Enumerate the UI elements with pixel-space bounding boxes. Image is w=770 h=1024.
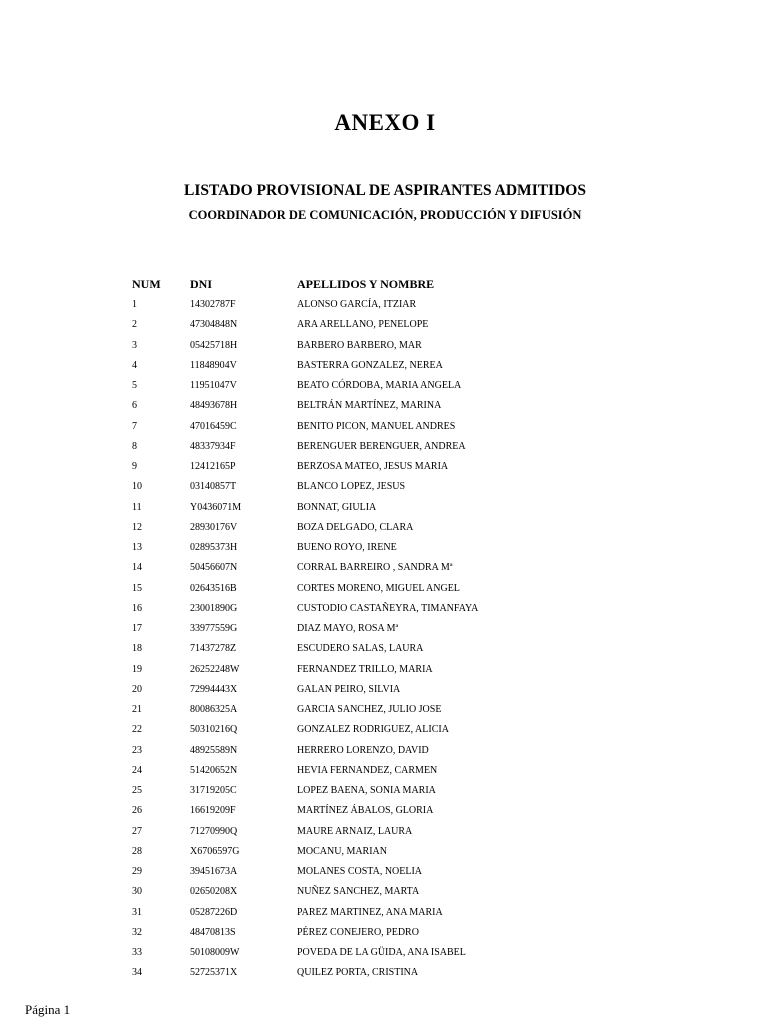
cell-dni: 48925589N [190, 744, 238, 756]
cell-dni: 50310216Q [190, 724, 238, 736]
cell-name: HERRERO LORENZO, DAVID [297, 744, 429, 756]
cell-dni: 39451673A [190, 866, 238, 877]
cell-name: BEATO CÓRDOBA, MARIA ANGELA [297, 380, 462, 391]
cell-num: 13 [132, 542, 142, 553]
cell-name: MOLANES COSTA, NOELIA [297, 866, 423, 877]
cell-name: BARBERO BARBERO, MAR [297, 339, 422, 351]
table-row [0, 885, 770, 905]
cell-name: NUÑEZ SANCHEZ, MARTA [297, 886, 420, 898]
cell-name: BERENGUER BERENGUER, ANDREA [297, 440, 466, 452]
table-row [0, 521, 770, 541]
cell-num: 15 [132, 582, 142, 594]
table-row [0, 663, 770, 683]
cell-name: POVEDA DE LA GÜIDA, ANA ISABEL [297, 947, 466, 958]
cell-dni: 33977559G [190, 623, 238, 634]
cell-name: BONNAT, GIULIA [297, 501, 377, 513]
table-row [0, 622, 770, 642]
cell-num: 20 [132, 683, 142, 695]
cell-dni: 28930176V [190, 521, 238, 533]
cell-num: 33 [132, 947, 142, 958]
cell-name: DIAZ MAYO, ROSA Mª [297, 623, 399, 634]
cell-dni: 11951047V [190, 380, 237, 391]
cell-num: 27 [132, 825, 142, 837]
table-row [0, 501, 770, 521]
table-row [0, 723, 770, 743]
cell-name: CORTES MORENO, MIGUEL ANGEL [297, 582, 460, 594]
cell-dni: 72994443X [190, 683, 238, 695]
table-row [0, 642, 770, 662]
table-row [0, 480, 770, 500]
cell-name: CORRAL BARREIRO , SANDRA Mª [297, 562, 453, 574]
cell-num: 29 [132, 866, 142, 877]
cell-dni: 31719205C [190, 785, 237, 796]
table-row [0, 683, 770, 703]
cell-num: 17 [132, 623, 142, 634]
cell-name: BUENO ROYO, IRENE [297, 542, 397, 553]
table-row [0, 804, 770, 824]
cell-dni: X6706597G [190, 845, 240, 857]
table-row [0, 359, 770, 379]
header-dni: DNI [190, 277, 213, 291]
table-row [0, 440, 770, 460]
cell-num: 9 [132, 461, 137, 472]
cell-name: MARTÍNEZ ÁBALOS, GLORIA [297, 805, 434, 817]
table-row [0, 298, 770, 318]
table-header [0, 277, 770, 293]
cell-num: 3 [132, 339, 137, 351]
table-row [0, 906, 770, 926]
header-num: NUM [132, 277, 161, 291]
cell-dni: 23001890G [190, 602, 238, 614]
cell-name: BOZA DELGADO, CLARA [297, 521, 414, 533]
cell-num: 5 [132, 380, 137, 391]
table-row [0, 399, 770, 419]
header-name: APELLIDOS Y NOMBRE [297, 277, 435, 291]
table-row [0, 561, 770, 581]
cell-dni: 71270990Q [190, 825, 238, 837]
page-number: Página 1 [25, 1002, 71, 1017]
cell-num: 28 [132, 845, 142, 857]
cell-dni: 05287226D [190, 906, 238, 918]
cell-dni: 03140857T [190, 481, 237, 493]
cell-num: 12 [132, 521, 142, 533]
cell-num: 16 [132, 602, 142, 614]
cell-name: FERNANDEZ TRILLO, MARIA [297, 663, 433, 675]
cell-name: HEVIA FERNANDEZ, CARMEN [297, 764, 438, 776]
cell-dni: 02895373H [190, 542, 238, 553]
table-row [0, 966, 770, 986]
table-row [0, 764, 770, 784]
cell-dni: 51420652N [190, 764, 238, 776]
cell-dni: 02643516B [190, 582, 237, 594]
cell-name: QUILEZ PORTA, CRISTINA [297, 967, 419, 979]
cell-dni: 12412165P [190, 461, 236, 472]
cell-name: PÉREZ CONEJERO, PEDRO [297, 926, 419, 938]
cell-num: 32 [132, 926, 142, 938]
cell-dni: 14302787F [190, 299, 236, 310]
cell-name: GONZALEZ RODRIGUEZ, ALICIA [297, 724, 449, 736]
table-row [0, 926, 770, 946]
cell-name: GARCIA SANCHEZ, JULIO JOSE [297, 704, 442, 715]
cell-num: 22 [132, 724, 142, 736]
cell-num: 14 [132, 562, 142, 574]
cell-dni: 26252248W [190, 663, 240, 675]
cell-name: BENITO PICON, MANUEL ANDRES [297, 420, 456, 432]
cell-name: BERZOSA MATEO, JESUS MARIA [297, 461, 449, 472]
cell-name: BELTRÁN MARTÍNEZ, MARINA [297, 400, 442, 412]
cell-name: BASTERRA GONZALEZ, NEREA [297, 359, 443, 371]
cell-dni: 52725371X [190, 967, 238, 979]
cell-num: 19 [132, 663, 142, 675]
cell-name: BLANCO LOPEZ, JESUS [297, 481, 406, 493]
position-title: COORDINADOR DE COMUNICACIÓN, PRODUCCIÓN Y DIFUSIÓN [188, 208, 582, 222]
cell-num: 31 [132, 906, 142, 918]
cell-num: 18 [132, 643, 142, 655]
table-row [0, 460, 770, 480]
cell-num: 1 [132, 299, 137, 310]
cell-name: ESCUDERO SALAS, LAURA [297, 643, 424, 655]
cell-name: CUSTODIO CASTAÑEYRA, TIMANFAYA [297, 602, 479, 614]
cell-dni: 16619209F [190, 805, 236, 817]
cell-num: 25 [132, 785, 142, 796]
cell-num: 8 [132, 440, 137, 452]
table-row [0, 865, 770, 885]
cell-num: 11 [132, 501, 142, 513]
cell-dni: 48337934F [190, 440, 236, 452]
cell-dni: 48493678H [190, 400, 238, 412]
table-row [0, 703, 770, 723]
cell-num: 2 [132, 319, 137, 331]
cell-name: PAREZ MARTINEZ, ANA MARIA [297, 906, 443, 918]
table-row [0, 339, 770, 359]
table-row [0, 946, 770, 966]
cell-dni: 80086325A [190, 704, 238, 715]
cell-name: LOPEZ BAENA, SONIA MARIA [297, 785, 436, 796]
cell-num: 6 [132, 400, 137, 412]
cell-name: MAURE ARNAIZ, LAURA [297, 825, 413, 837]
cell-dni: 47304848N [190, 319, 238, 331]
page-title: ANEXO I [334, 110, 436, 135]
cell-dni: 02650208X [190, 886, 238, 898]
cell-num: 26 [132, 805, 142, 817]
cell-num: 4 [132, 359, 137, 371]
table-row [0, 825, 770, 845]
cell-num: 30 [132, 886, 142, 898]
cell-name: GALAN PEIRO, SILVIA [297, 683, 401, 695]
table-row [0, 602, 770, 622]
cell-num: 34 [132, 967, 142, 979]
cell-dni: 47016459C [190, 420, 237, 432]
cell-num: 21 [132, 704, 142, 715]
cell-num: 10 [132, 481, 142, 493]
table-row [0, 541, 770, 561]
table-row [0, 420, 770, 440]
cell-name: ALONSO GARCÍA, ITZIAR [297, 299, 417, 310]
list-subtitle: LISTADO PROVISIONAL DE ASPIRANTES ADMITIDOS [184, 182, 586, 199]
table-row [0, 784, 770, 804]
table-row [0, 318, 770, 338]
table-row [0, 582, 770, 602]
cell-name: MOCANU, MARIAN [297, 845, 388, 857]
table-row [0, 845, 770, 865]
cell-dni: 11848904V [190, 359, 237, 371]
cell-num: 7 [132, 420, 137, 432]
cell-dni: 05425718H [190, 339, 238, 351]
applicants-table [0, 298, 770, 987]
table-row [0, 744, 770, 764]
cell-dni: 71437278Z [190, 643, 237, 655]
cell-num: 24 [132, 764, 142, 776]
cell-num: 23 [132, 744, 142, 756]
table-row [0, 379, 770, 399]
cell-dni: 50456607N [190, 562, 238, 574]
cell-dni: 50108009W [190, 947, 240, 958]
cell-dni: Y0436071M [190, 501, 242, 513]
cell-name: ARA ARELLANO, PENELOPE [297, 319, 429, 331]
cell-dni: 48470813S [190, 926, 236, 938]
